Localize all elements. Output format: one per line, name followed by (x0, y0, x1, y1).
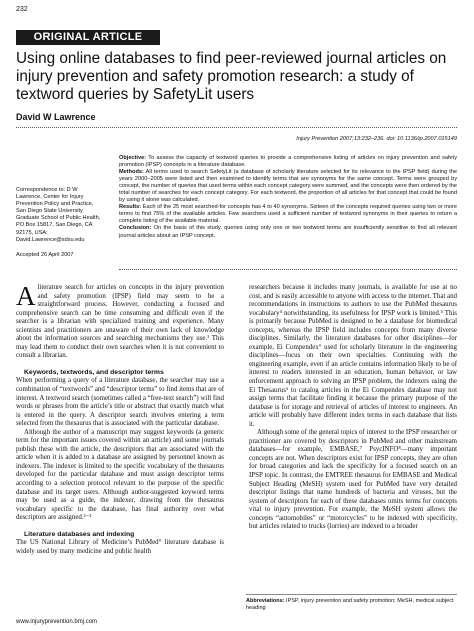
databases-paragraph-1: The US National Library of Medicine’s PubMed° literature database is widely used by many medicine and public health (16, 539, 224, 555)
abbreviations-text: IPSP, injury prevention and safety promotion; MeSH, medical subject heading (246, 598, 454, 611)
abstract-methods-label: Methods: (119, 169, 144, 176)
right-paragraph-2: Although some of the general topics of interest to the IPSP researcher or practitioner are covered by descriptors in PubMed and other mainstream databases—for example, EMBASE,⁷ PsycINFO⁸—many important concepts are not. When descriptors exist for IPSP concepts, they are often for broad categories and lack the specificity for a focused search on an IPSP topic. In contrast, the EMTREE thesaurus for EMBASE and Medical Subject Heading (MeSH) system used for PubMed have very detailed descriptor listings that name hundreds of bacteria and viruses, but the system of descriptors for each of these databases omits terms for concepts vital to injury prevention. For example, the MeSH system allows the concepts “automobiles” or “motorcycles” to be indexed with specificity, but articles related to trucks (lorries) are indexed to a broader (249, 429, 457, 531)
right-body-column (249, 284, 457, 532)
abstract-methods: All terms used to search SafetyLit (a database of scholarly literature selected for its relevance to the IPSP field) during the years 2000–2005 were listed and then examined to identify terms that are synonyms for the same concept. Terms were grouped by concept, the number of queries that used terms within each concept category were summed, and the concepts were then ordered by the total number of searches for each concept category. For each textword, the proportion of all articles for that concept that could be found by using it alone was calculated. (119, 169, 458, 204)
abstract-conclusion: On the basis of this study, queries using only one or two textword terms are insufficiently sensitive to find all relevant journal articles about an IPSP concept. (119, 225, 457, 239)
article-type-banner: ORIGINAL ARTICLE (16, 30, 160, 45)
abbreviations-note (246, 598, 457, 612)
right-paragraph-1: researchers because it includes many journals, is available for use at no cost, and is easily accessible to anyone with access to the internet. That and recommendations in instructions to authors to use the PubMed thesaurus vocabulary⁴ notwithstanding, its usefulness for IPSP work is limited.⁵ This is primarily because PubMed is designed to be a database for biomedical concepts, whereas the IPSP field includes concepts from many diverse disciplines. Similarly, the literature databases for other disciplines—for example, Ei Compendex° used for scholarly literature in the engineering disciplines—focus on their own specialties. Continuing with the engineering example, even if an article contains information likely to be of interest to readers interested in an education, human behavior, or law enforcement approach to solving an IPSP problem, the indexers using the Ei Thesaurus⁶ to catalog articles in the Ei Compendex database may not assign terms that facilitate finding it because the primary purpose of the database is for storage and retrieval of articles of interest to engineers. An article will probably have different index terms in each database that lists it. (249, 284, 457, 428)
correspondence-note: Correspondence to: D W Lawrence, Center for Injury Prevention Policy and Practice, San Diego State University Graduate School of Public Health, PO Box 15817, San Diego, CA 92175, USA; David.Lawrence@sdsu.edu (16, 187, 101, 243)
page-number: 232 (16, 6, 28, 13)
footer-url[interactable]: www.injuryprevention.bmj.com (16, 619, 98, 625)
article-title: Using online databases to find peer-reviewed journal articles on injury prevention and safety promotion research: a study of textword queries by SafetyLit users (16, 50, 447, 103)
section-heading-databases: Literature databases and indexing (24, 530, 135, 538)
left-body-column (16, 281, 224, 556)
abstract-results: Each of the 25 most searched-for concepts has 4 to 40 synonyms. Sixteen of the concepts required queries using two or more terms to find 75% of the available articles. Few searchers used a sufficient number of textword synonyms in their queries to return a complete listing of the available material. (119, 204, 457, 225)
drop-cap: A (16, 281, 36, 311)
abbreviations-divider (246, 594, 457, 595)
abstract-objective: To assess the capacity of textword queries to provide a comprehensive listing of articles on injury prevention and safety promotion (IPSP) concepts in a literature database. (119, 155, 457, 169)
abbreviations-label: Abbreviations: (246, 598, 285, 604)
section-heading-keywords: Keywords, textwords, and descriptor terms (24, 368, 164, 376)
abstract-conclusion-label: Conclusion: (119, 225, 152, 232)
keywords-paragraph-1: When performing a query of a literature database, the searcher may use a combination of “textwords” and “descriptor terms” to find items that are of interest. A textword search (sometimes called a “free-text search”) will find words or phrases from the article’s title or abstract that exactly match what is entered in the query. A descriptor search involves entering a term selected from the thesaurus that is associated with the particular database. (16, 377, 224, 428)
intro-paragraph: literature search for articles on concepts in the injury prevention and safety promotion (IPSP) field may seem to be a straightforward process. However, conducting a focused and comprehensive search can be time consuming and difficult even if the searcher is a librarian with specialized training and experience. Many scientists and practitioners are unaware of their own lack of knowledge about the information sources and searching mechanisms they use.¹ This may lead them to conduct their own searches when it is not convenient to consult a librarian. (16, 284, 224, 360)
author-name: David W Lawrence (16, 112, 96, 122)
header-divider (16, 127, 457, 128)
abstract-objective-label: Objective: (119, 155, 147, 161)
citation-line: Injury Prevention 2007;13:232–236. doi: 10.1136/ip.2007.015149 (296, 136, 457, 142)
abstract-results-label: Results: (119, 204, 142, 211)
accepted-date: Accepted 26 April 2007 (16, 252, 74, 258)
abstract (119, 155, 457, 240)
keywords-paragraph-2: Although the author of a manuscript may suggest keywords (a generic term for the important issues covered within an article) and some journals publish these with the article, the descriptors that are associated with the article when it is added to a database are assigned by personnel known as indexers. The indexer is limited to the specific vocabulary of the thesaurus developed for the particular database and must assign descriptor terms according to a selection protocol relevant to the purpose of the specific database and its target users. Although author-suggested keyword terms may be used as a guide, the indexer, drawing from the thesaurus vocabulary specific to the database, has final authority over what descriptors are assigned.²⁻³ (16, 428, 224, 522)
abstract-divider (119, 269, 457, 270)
